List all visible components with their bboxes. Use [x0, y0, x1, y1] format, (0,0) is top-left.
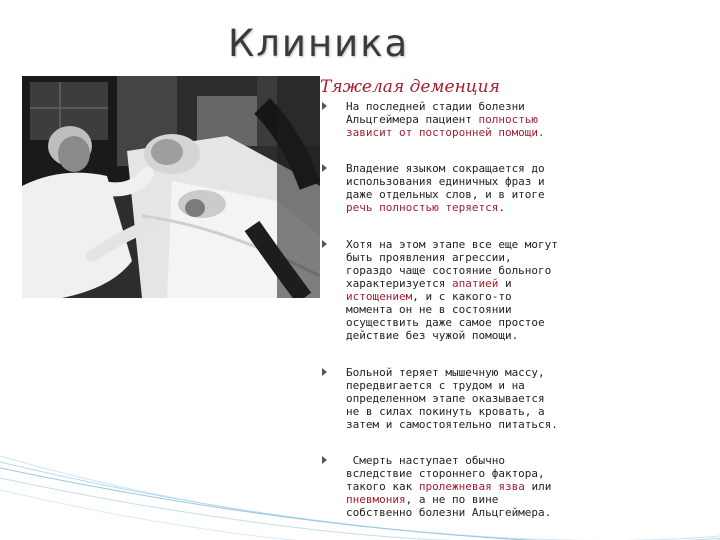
text-segment: определенном этапе оказывается: [346, 392, 545, 405]
bullet-line: [346, 405, 596, 418]
bullet-arrow-icon: [322, 164, 327, 172]
bullet-text: [346, 238, 596, 342]
slide-title: Клиника: [228, 22, 410, 65]
highlighted-text: пролежневая язва: [418, 480, 525, 493]
highlighted-text: апатией: [451, 277, 499, 290]
bullet-line: [346, 392, 596, 405]
patient-care-photo: [22, 76, 320, 298]
highlighted-text: пневмония: [346, 493, 406, 506]
bullet-text: [346, 162, 596, 214]
text-segment: и: [498, 277, 512, 290]
text-segment: передвигается с трудом и на: [346, 379, 525, 392]
bullet-line: [346, 251, 596, 264]
bullet-arrow-icon: [322, 368, 327, 376]
text-segment: затем и самостоятельно питаться.: [346, 418, 558, 431]
text-segment: .: [498, 201, 505, 214]
highlighted-text: зависит от посторонней помощи.: [346, 126, 545, 139]
bullet-line: [346, 366, 596, 379]
highlighted-text: речь полностью теряется: [346, 201, 499, 214]
bullet-line: [346, 175, 596, 188]
bullet-line: [346, 316, 596, 329]
decorative-wave: [0, 448, 720, 540]
text-segment: На последней стадии болезни: [346, 100, 525, 113]
bullet-line: [346, 379, 596, 392]
bullet-line: [346, 418, 596, 431]
text-segment: вследствие стороннего фактора,: [346, 467, 545, 480]
highlighted-text: истощением: [346, 290, 413, 303]
bullet-line: [346, 238, 596, 251]
bullet-line: [346, 113, 596, 126]
bullet-line: [346, 329, 596, 342]
text-segment: быть проявления агрессии,: [346, 251, 512, 264]
text-segment: Больной теряет мышечную массу,: [346, 366, 545, 379]
slide-subtitle: Тяжелая деменция: [320, 77, 500, 97]
bullet-line: [346, 188, 596, 201]
text-segment: гораздо чаще состояние больного: [346, 264, 552, 277]
text-segment: Хотя на этом этапе все еще могут: [346, 238, 558, 251]
text-segment: Владение языком сокращается до: [346, 162, 545, 175]
bullet-line: [346, 162, 596, 175]
text-segment: не в силах покинуть кровать, а: [346, 405, 545, 418]
bullet-line: [346, 100, 596, 113]
text-segment: собственно болезни Альцгеймера.: [346, 506, 552, 519]
bullet-line: [346, 126, 596, 139]
text-segment: , и с какого-то: [412, 290, 512, 303]
bullet-line: [346, 277, 596, 290]
text-segment: , а не по вине: [405, 493, 499, 506]
bullet-arrow-icon: [322, 102, 327, 110]
text-segment: Смерть наступает обычно: [346, 454, 505, 467]
bullet-line: [346, 264, 596, 277]
text-segment: использования единичных фраз и: [346, 175, 545, 188]
text-segment: такого как: [346, 480, 419, 493]
bullet-arrow-icon: [322, 240, 327, 248]
text-segment: характеризуется: [346, 277, 452, 290]
bullet-line: [346, 290, 596, 303]
text-segment: или: [524, 480, 552, 493]
bullet-line: [346, 303, 596, 316]
bullet-line: [346, 201, 596, 214]
bullet-text: [346, 366, 596, 431]
text-segment: осуществить даже самое простое: [346, 316, 545, 329]
text-segment: момента он не в состоянии: [346, 303, 512, 316]
text-segment: действие без чужой помощи.: [346, 329, 519, 342]
text-segment: Альцгеймера пациент: [346, 113, 479, 126]
photo-illustration: [22, 76, 320, 298]
highlighted-text: полностью: [478, 113, 539, 126]
bullet-text: [346, 100, 596, 139]
text-segment: даже отдельных слов, и в итоге: [346, 188, 545, 201]
